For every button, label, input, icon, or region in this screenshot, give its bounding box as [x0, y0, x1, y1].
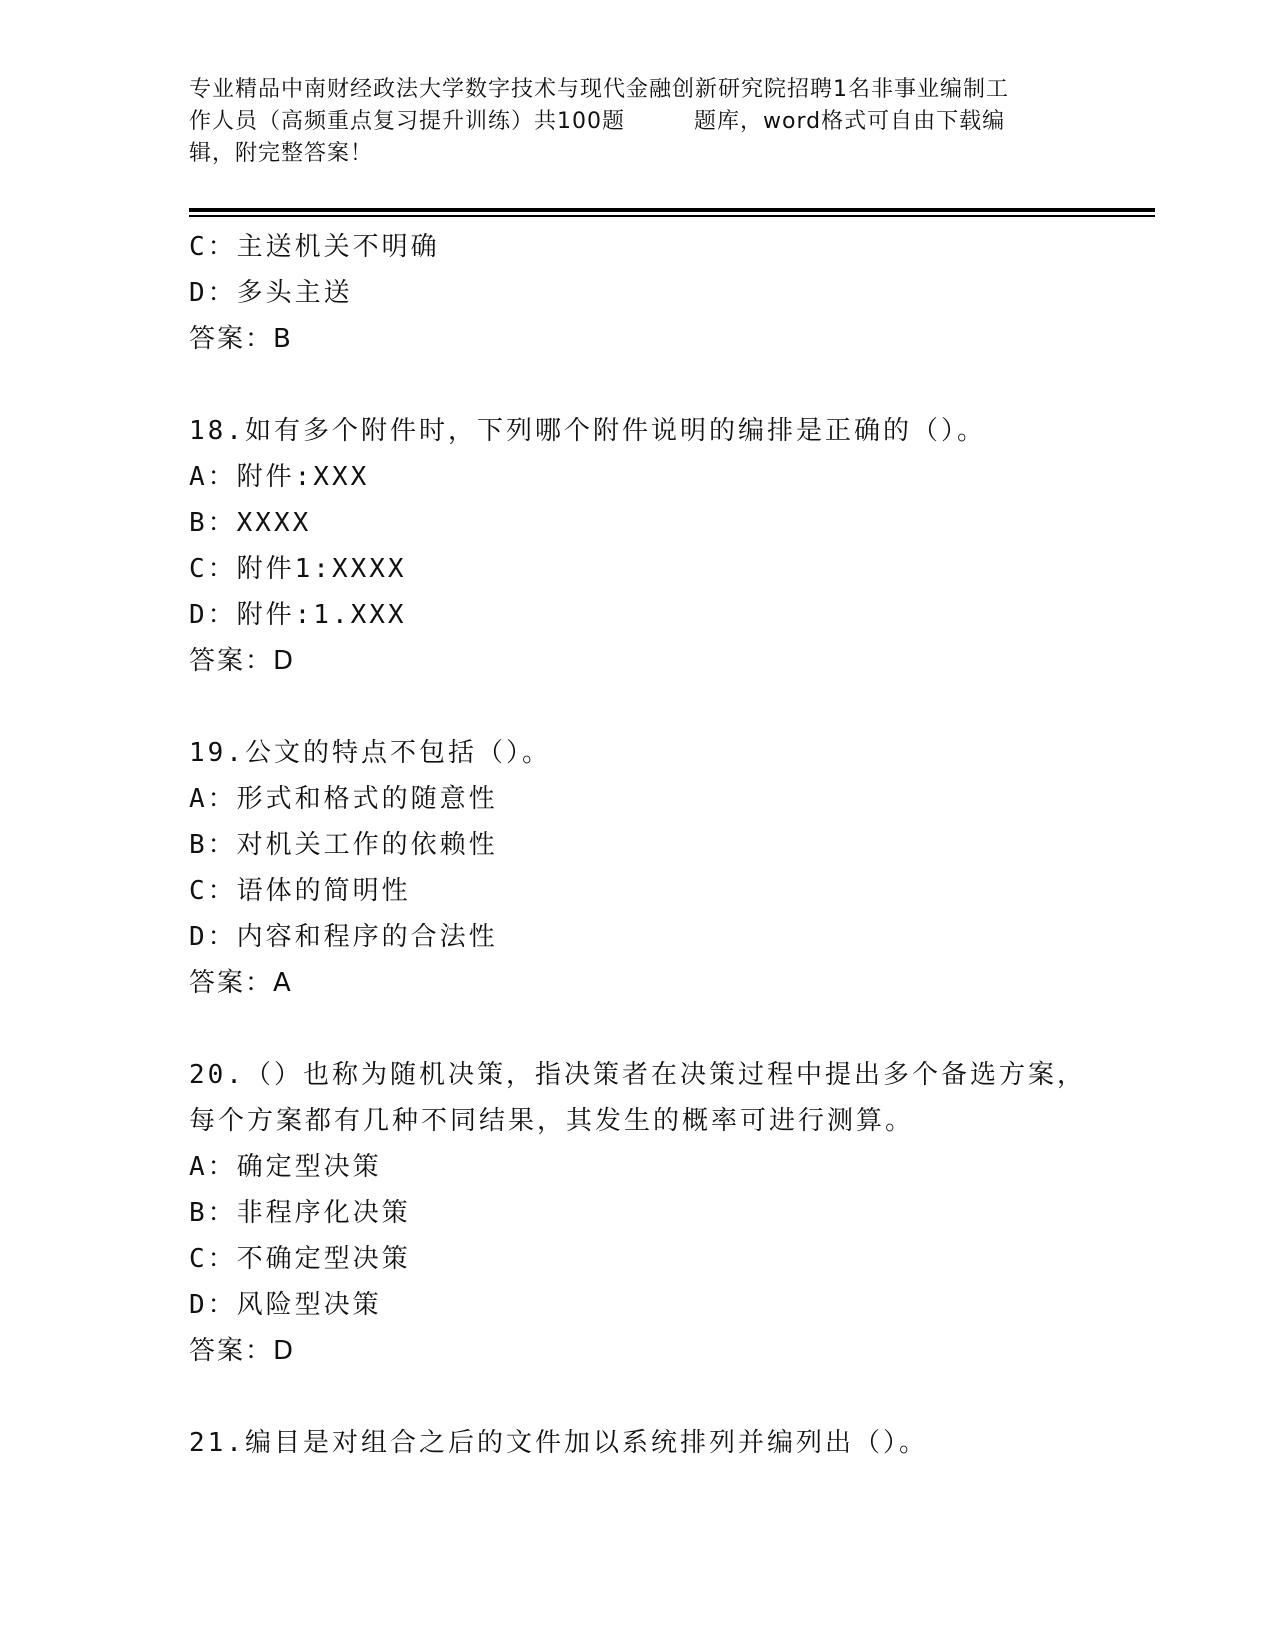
answer-line: 答案：B — [189, 324, 293, 354]
question-20 — [189, 1052, 1129, 1374]
option-c: C：主送机关不明确 — [189, 232, 440, 262]
spacer — [189, 684, 1129, 730]
option-c: C：语体的简明性 — [189, 876, 411, 906]
question-19 — [189, 730, 1129, 1006]
header-line-2: 作人员（高频重点复习提升训练）共100题 题库，word格式可自由下载编 — [189, 109, 1006, 134]
option-d: D：内容和程序的合法性 — [189, 922, 498, 952]
question-text-line-2: 每个方案都有几种不同结果，其发生的概率可进行测算。 — [189, 1106, 915, 1136]
question-17-tail — [189, 224, 1129, 362]
option-d: D：风险型决策 — [189, 1290, 382, 1320]
option-b: B：XXXX — [189, 508, 312, 538]
option-d: D：附件:1.XXX — [189, 600, 407, 630]
question-18 — [189, 408, 1129, 684]
answer-line: 答案：A — [189, 968, 293, 998]
option-d: D：多头主送 — [189, 278, 353, 308]
question-21 — [189, 1420, 1129, 1466]
spacer — [189, 1006, 1129, 1052]
option-a: A：附件:XXX — [189, 462, 370, 492]
option-a: A：确定型决策 — [189, 1152, 382, 1182]
spacer — [189, 362, 1129, 408]
option-a: A：形式和格式的随意性 — [189, 784, 498, 814]
answer-line: 答案：D — [189, 1336, 296, 1366]
question-text: 19.公文的特点不包括（）。 — [189, 738, 551, 768]
document-header — [189, 74, 1089, 170]
question-text: 21.编目是对组合之后的文件加以系统排列并编列出（）。 — [189, 1428, 928, 1458]
spacer — [189, 1374, 1129, 1420]
header-line-1: 专业精品中南财经政法大学数字技术与现代金融创新研究院招聘1名非事业编制工 — [189, 77, 1009, 102]
question-text: 18.如有多个附件时，下列哪个附件说明的编排是正确的（）。 — [189, 416, 986, 446]
option-c: C：附件1:XXXX — [189, 554, 407, 584]
answer-line: 答案：D — [189, 646, 296, 676]
header-rule-thick — [189, 208, 1155, 212]
document-body — [189, 224, 1129, 1466]
question-text-line-1: 20.（）也称为随机决策，指决策者在决策过程中提出多个备选方案， — [189, 1060, 1086, 1090]
header-line-3: 辑，附完整答案！ — [189, 141, 374, 166]
option-c: C：不确定型决策 — [189, 1244, 411, 1274]
header-rule-thin — [189, 215, 1155, 217]
option-b: B：对机关工作的依赖性 — [189, 830, 498, 860]
option-b: B：非程序化决策 — [189, 1198, 411, 1228]
